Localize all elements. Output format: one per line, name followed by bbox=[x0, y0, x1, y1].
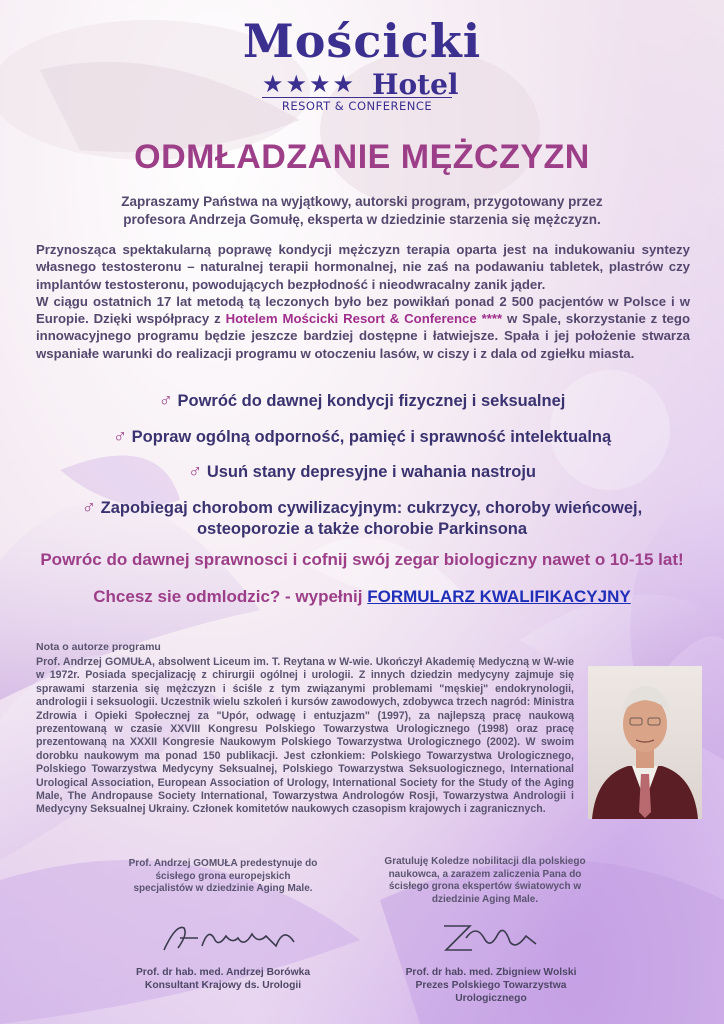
author-photo bbox=[588, 666, 702, 819]
signatory-left-name: Prof. dr hab. med. Andrzej Borówka bbox=[135, 967, 311, 978]
logo-stars: ★★★★ bbox=[262, 70, 357, 98]
signatory-left bbox=[118, 966, 328, 992]
male-symbol-icon: ♂ bbox=[187, 461, 203, 482]
signatory-right-role: Prezes Polskiego Towarzystwa Urologicznego bbox=[415, 980, 567, 1004]
benefit-text: Zapobiegaj chorobom cywilizacyjnym: cukrzycy, choroby wieńcowej, bbox=[100, 499, 643, 517]
cta-prefix: Chcesz sie odmlodzic? - wypełnij bbox=[93, 587, 363, 606]
hotel-logo-name: Mościcki bbox=[242, 14, 482, 68]
program-description bbox=[36, 241, 690, 362]
intro-text: Zapraszamy Państwa na wyjątkowy, autorski program, przygotowany przez profesora Andrzeja Gomułę, eksperta w dziedzinie starzenia się mężczyzn. bbox=[121, 194, 603, 227]
cta-headline: Powróc do dawnej sprawnosci i cofnij swój zegar biologiczny nawet o 10-15 lat! bbox=[40, 550, 684, 569]
author-note-text: Prof. Andrzej GOMUŁA, absolwent Liceum im. T. Reytana w W-wie. Ukończył Akademię Medyczną w W-wie w 1972r. Posiada specjalizację z chirurgii ogólnej i urologii. Z innych dziedzin medycyny zajmuje się sprawami starzenia się mężczyzn i ściśle z tym związanymi problemami "męskiej" endokrynologii, andrologii i seksuologii. Uczestnik wielu szkoleń i kursów zawodowych, zdobywca trzech nagród: Ministra Zdrowia i Opieki Społecznej za "Upór, odwagę i entuzjazm" (1997), za najlepszą pracę naukową prezentowaną w czasie XXVIII Kongresu Polskiego Towarzystwa Urologicznego (1998) oraz pracę prezentowaną na XXXII Kongresie Naukowym Polskiego Towarzystwa Urologicznego (2002). W swoim dorobku naukowym ma ponad 150 publikacji. Jest członkiem: Polskiego Towarzystwa Urologicznego, Polskiego Towarzystwa Medycyny Seksualnej, Polskiego Towarzystwa Seksuologicznego, International Urological Association, European Association of Urology, International Society for the Study of the Aging Male, The Andropause Society International, Towarzystwa Andrologów Rosji, Towarzystwa Andrologii i Medycyny Seksualnej Ukrainy. Członek komitetów naukowych czasopism krajowych i zagranicznych. bbox=[36, 656, 574, 816]
signatory-right-name: Prof. dr hab. med. Zbigniew Wolski bbox=[405, 967, 577, 978]
benefit-text: Usuń stany depresyjne i wahania nastroju bbox=[206, 463, 537, 481]
male-symbol-icon: ♂ bbox=[112, 426, 128, 447]
logo-subtitle: RESORT & CONFERENCE bbox=[281, 99, 433, 113]
male-symbol-icon: ♂ bbox=[158, 390, 173, 411]
benefit-text: Powróć do dawnej kondycji fizycznej i seksualnej bbox=[177, 392, 566, 410]
page-title: ODMŁADZANIE MĘŻCZYZN bbox=[134, 138, 590, 176]
description-part-2: W ciągu ostatnich 17 lat metodą tą leczonych było bez powikłań ponad 2 500 pacjentów w Polsce i w Europie. Dzięki współpracy z bbox=[36, 293, 690, 327]
signatory-right bbox=[398, 966, 584, 1005]
signatory-left-role: Konsultant Krajowy ds. Urologii bbox=[144, 980, 302, 991]
endorsement-right: Gratuluję Koledze nobilitacji dla polskiego naukowca, a zarazem zaliczenia Pana do ścisłego grona ekspertów światowych w dziedzinie Aging Male. bbox=[384, 856, 586, 905]
benefit-item bbox=[30, 461, 694, 483]
hotel-highlight: Hotelem Mościcki Resort & Conference **** bbox=[225, 311, 503, 327]
logo-hotel-word: Hotel bbox=[372, 68, 459, 101]
benefit-text-continued: osteoporozie a także chorobie Parkinsona bbox=[196, 520, 528, 538]
signature-wolski bbox=[436, 914, 546, 956]
benefit-item bbox=[30, 426, 694, 448]
author-note-heading: Nota o autorze programu bbox=[36, 641, 161, 653]
benefit-text: Popraw ogólną odporność, pamięć i sprawność intelektualną bbox=[131, 428, 612, 446]
signature-borowka bbox=[158, 916, 308, 958]
cta-form-line bbox=[0, 587, 724, 607]
description-part-3: w Spale, skorzystanie z tego innowacyjnego programu będzie jeszcze bardziej dostępne i łatwiejsze. Spała i jej położenie stwarza wspaniałe warunki do realizacji programu w otoczeniu lasów, w ciszy i z dala od zgiełku miasta. bbox=[36, 311, 690, 361]
logo-divider bbox=[262, 97, 452, 98]
male-symbol-icon: ♂ bbox=[81, 497, 97, 518]
benefit-item bbox=[30, 390, 694, 412]
endorsement-left: Prof. Andrzej GOMUŁA predestynuje do ścisłego grona europejskich specjalistów w dziedzinie Aging Male. bbox=[128, 858, 318, 895]
benefit-item bbox=[30, 497, 694, 540]
description-part-1: Przynosząca spektakularną poprawę kondycji mężczyzn terapia oparta jest na indukowaniu syntezy własnego testosteronu – naturalnej terapii hormonalnej, nie zaś na podawaniu tabletek, plastrów czy implantów testosteronu, powodujących bezpłodność i nieodwracalny zanik jąder. bbox=[36, 242, 690, 292]
qualification-form-link[interactable]: FORMULARZ KWALIFIKACYJNY bbox=[367, 587, 631, 606]
